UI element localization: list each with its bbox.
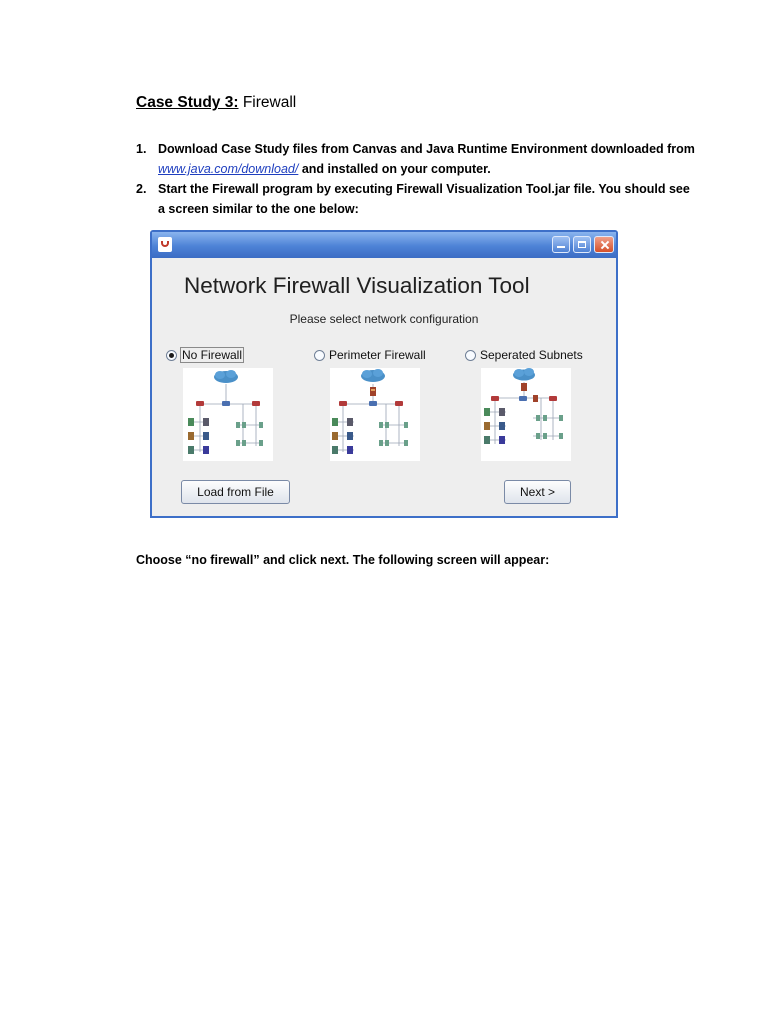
option-seperated-subnets[interactable] bbox=[465, 348, 583, 362]
case-study-heading bbox=[136, 94, 296, 112]
step-number: 2. bbox=[136, 182, 147, 196]
step-number: 1. bbox=[136, 142, 147, 156]
load-from-file-button[interactable]: Load from File bbox=[181, 480, 290, 504]
server-icon bbox=[236, 422, 263, 446]
server-icon bbox=[379, 422, 408, 446]
java-icon bbox=[158, 237, 172, 252]
router-icon bbox=[196, 401, 260, 406]
heading-title: Firewall bbox=[242, 94, 297, 111]
instruction-step-2 bbox=[136, 179, 696, 219]
app-title: Network Firewall Visualization Tool bbox=[184, 273, 530, 298]
cloud-icon bbox=[513, 368, 535, 381]
heading-label: Case Study 3: bbox=[136, 94, 239, 111]
java-download-link[interactable]: www.java.com/download/ bbox=[158, 162, 299, 176]
server-icon bbox=[536, 415, 563, 439]
maximize-icon[interactable] bbox=[573, 236, 591, 253]
seperated-subnets-diagram[interactable] bbox=[481, 368, 571, 461]
step-text-continued: and installed on your computer. bbox=[301, 162, 491, 176]
step-text: Download Case Study files from Canvas and Java Runtime Environment downloaded from bbox=[158, 142, 695, 156]
option-no-firewall[interactable] bbox=[166, 348, 243, 362]
instruction-step-1 bbox=[136, 139, 696, 179]
option-label: No Firewall bbox=[182, 348, 243, 362]
network-config-prompt: Please select network configuration bbox=[289, 312, 479, 326]
cloud-icon bbox=[361, 369, 385, 382]
firewall-icon bbox=[370, 387, 376, 396]
radio-no-firewall[interactable] bbox=[166, 350, 177, 361]
router-icon bbox=[491, 396, 557, 401]
radio-perimeter-firewall[interactable] bbox=[314, 350, 325, 361]
radio-seperated-subnets[interactable] bbox=[465, 350, 476, 361]
instruction-list bbox=[136, 139, 696, 219]
follow-up-instruction: Choose “no firewall” and click next. The following screen will appear: bbox=[136, 553, 550, 567]
router-icon bbox=[339, 401, 403, 406]
window-titlebar bbox=[152, 232, 616, 258]
perimeter-firewall-diagram[interactable] bbox=[330, 368, 420, 461]
option-perimeter-firewall[interactable] bbox=[314, 348, 426, 362]
minimize-icon[interactable] bbox=[552, 236, 570, 253]
option-label: Perimeter Firewall bbox=[329, 348, 426, 362]
option-label: Seperated Subnets bbox=[480, 348, 583, 362]
next-button[interactable]: Next > bbox=[504, 480, 571, 504]
close-icon[interactable] bbox=[594, 236, 614, 253]
no-firewall-diagram[interactable] bbox=[183, 368, 273, 461]
step-text: Start the Firewall program by executing Firewall Visualization Tool.jar file. You should see a screen similar to the one below: bbox=[158, 182, 690, 216]
cloud-icon bbox=[214, 370, 238, 383]
app-window-screenshot bbox=[150, 230, 618, 518]
